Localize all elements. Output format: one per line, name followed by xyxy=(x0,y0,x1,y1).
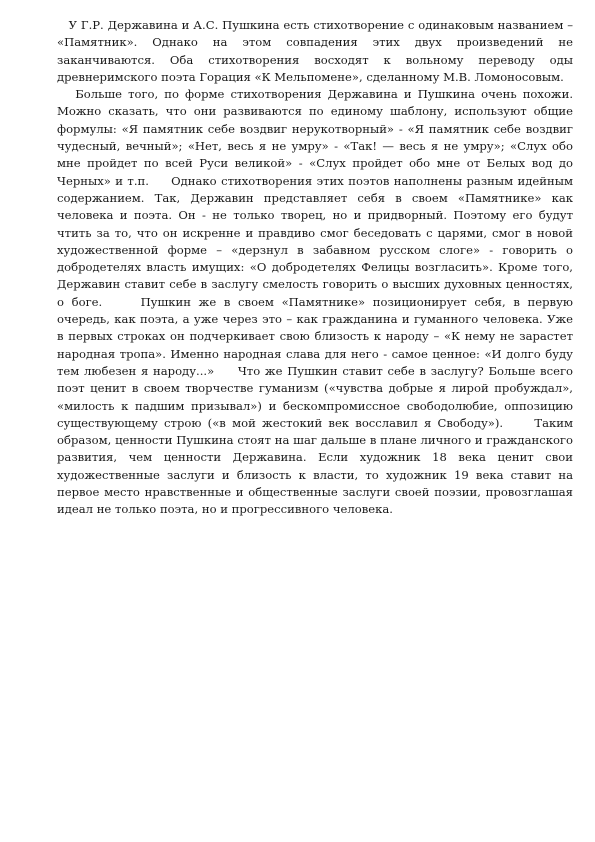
essay-text: У Г.Р. Державина и А.С. Пушкина есть стихотворение с одинаковым названием – «Памятник». Однако на этом совпадения этих двух произведений не заканчиваются. Оба стихотворения восходят к вольному переводу оды древнеримского поэта Горация «К Мельпомене», сделанному М.В. Ломоносовым. Больше того, по форме стихотворения Державина и Пушкина очень похожи. Можно сказать, что они развиваются по единому шаблону, используют общие формулы: «Я памятник себе воздвиг нерукотворный» - «Я памятник себе воздвиг чудесный, вечный»; «Нет, весь я не умру» - «Так! — весь я не умру»; «Слух обо мне пройдет по всей Руси великой» - «Слух пройдет обо мне от Белых вод до Черных» и т.п. Однако стихотворения этих поэтов наполнены разным идейным содержанием. Так, Державин представляет себя в своем «Памятнике» как человека и поэта. Он - не только творец, но и придворный. Поэтому его будут чтить за то, что он искренне и правдиво смог беседовать с царями, смог в новой художественной форме – «дерзнул в забавном русском слоге» - говорить о добродетелях власть имущих: «О добродетелях Фелицы возгласить». Кроме того, Державин ставит себе в заслугу смелость говорить о высших духовных ценностях, о боге. Пушкин же в своем «Памятнике» позиционирует себя, в первую очередь, как поэта, а уже через это – как гражданина и гуманного человека. Уже в первых строках он подчеркивает свою близость к народу – «К нему не зарастет народная тропа». Именно народная слава для него - самое ценное: «И долго буду тем любезен я народу...» Что же Пушкин ставит себе в заслугу? Больше всего поэт ценит в своем творчестве гуманизм («чувства добрые я лирой пробуждал», «милость к падшим призывал») и бескомпромиссное свободолюбие, оппозицию существующему строю («в мой жестокий век восславил я Свободу»). Таким образом, ценности Пушкина стоят на шаг дальше в плане личного и гражданского развития, чем ценности Державина. Если художник 18 века ценит свои художественные заслуги и близость к власти, то художник 19 века ставит на первое место нравственные и общественные заслуги своей поэзии, провозглашая идеал не только поэта, но и прогрессивного человека. xyxy=(57,18,574,517)
